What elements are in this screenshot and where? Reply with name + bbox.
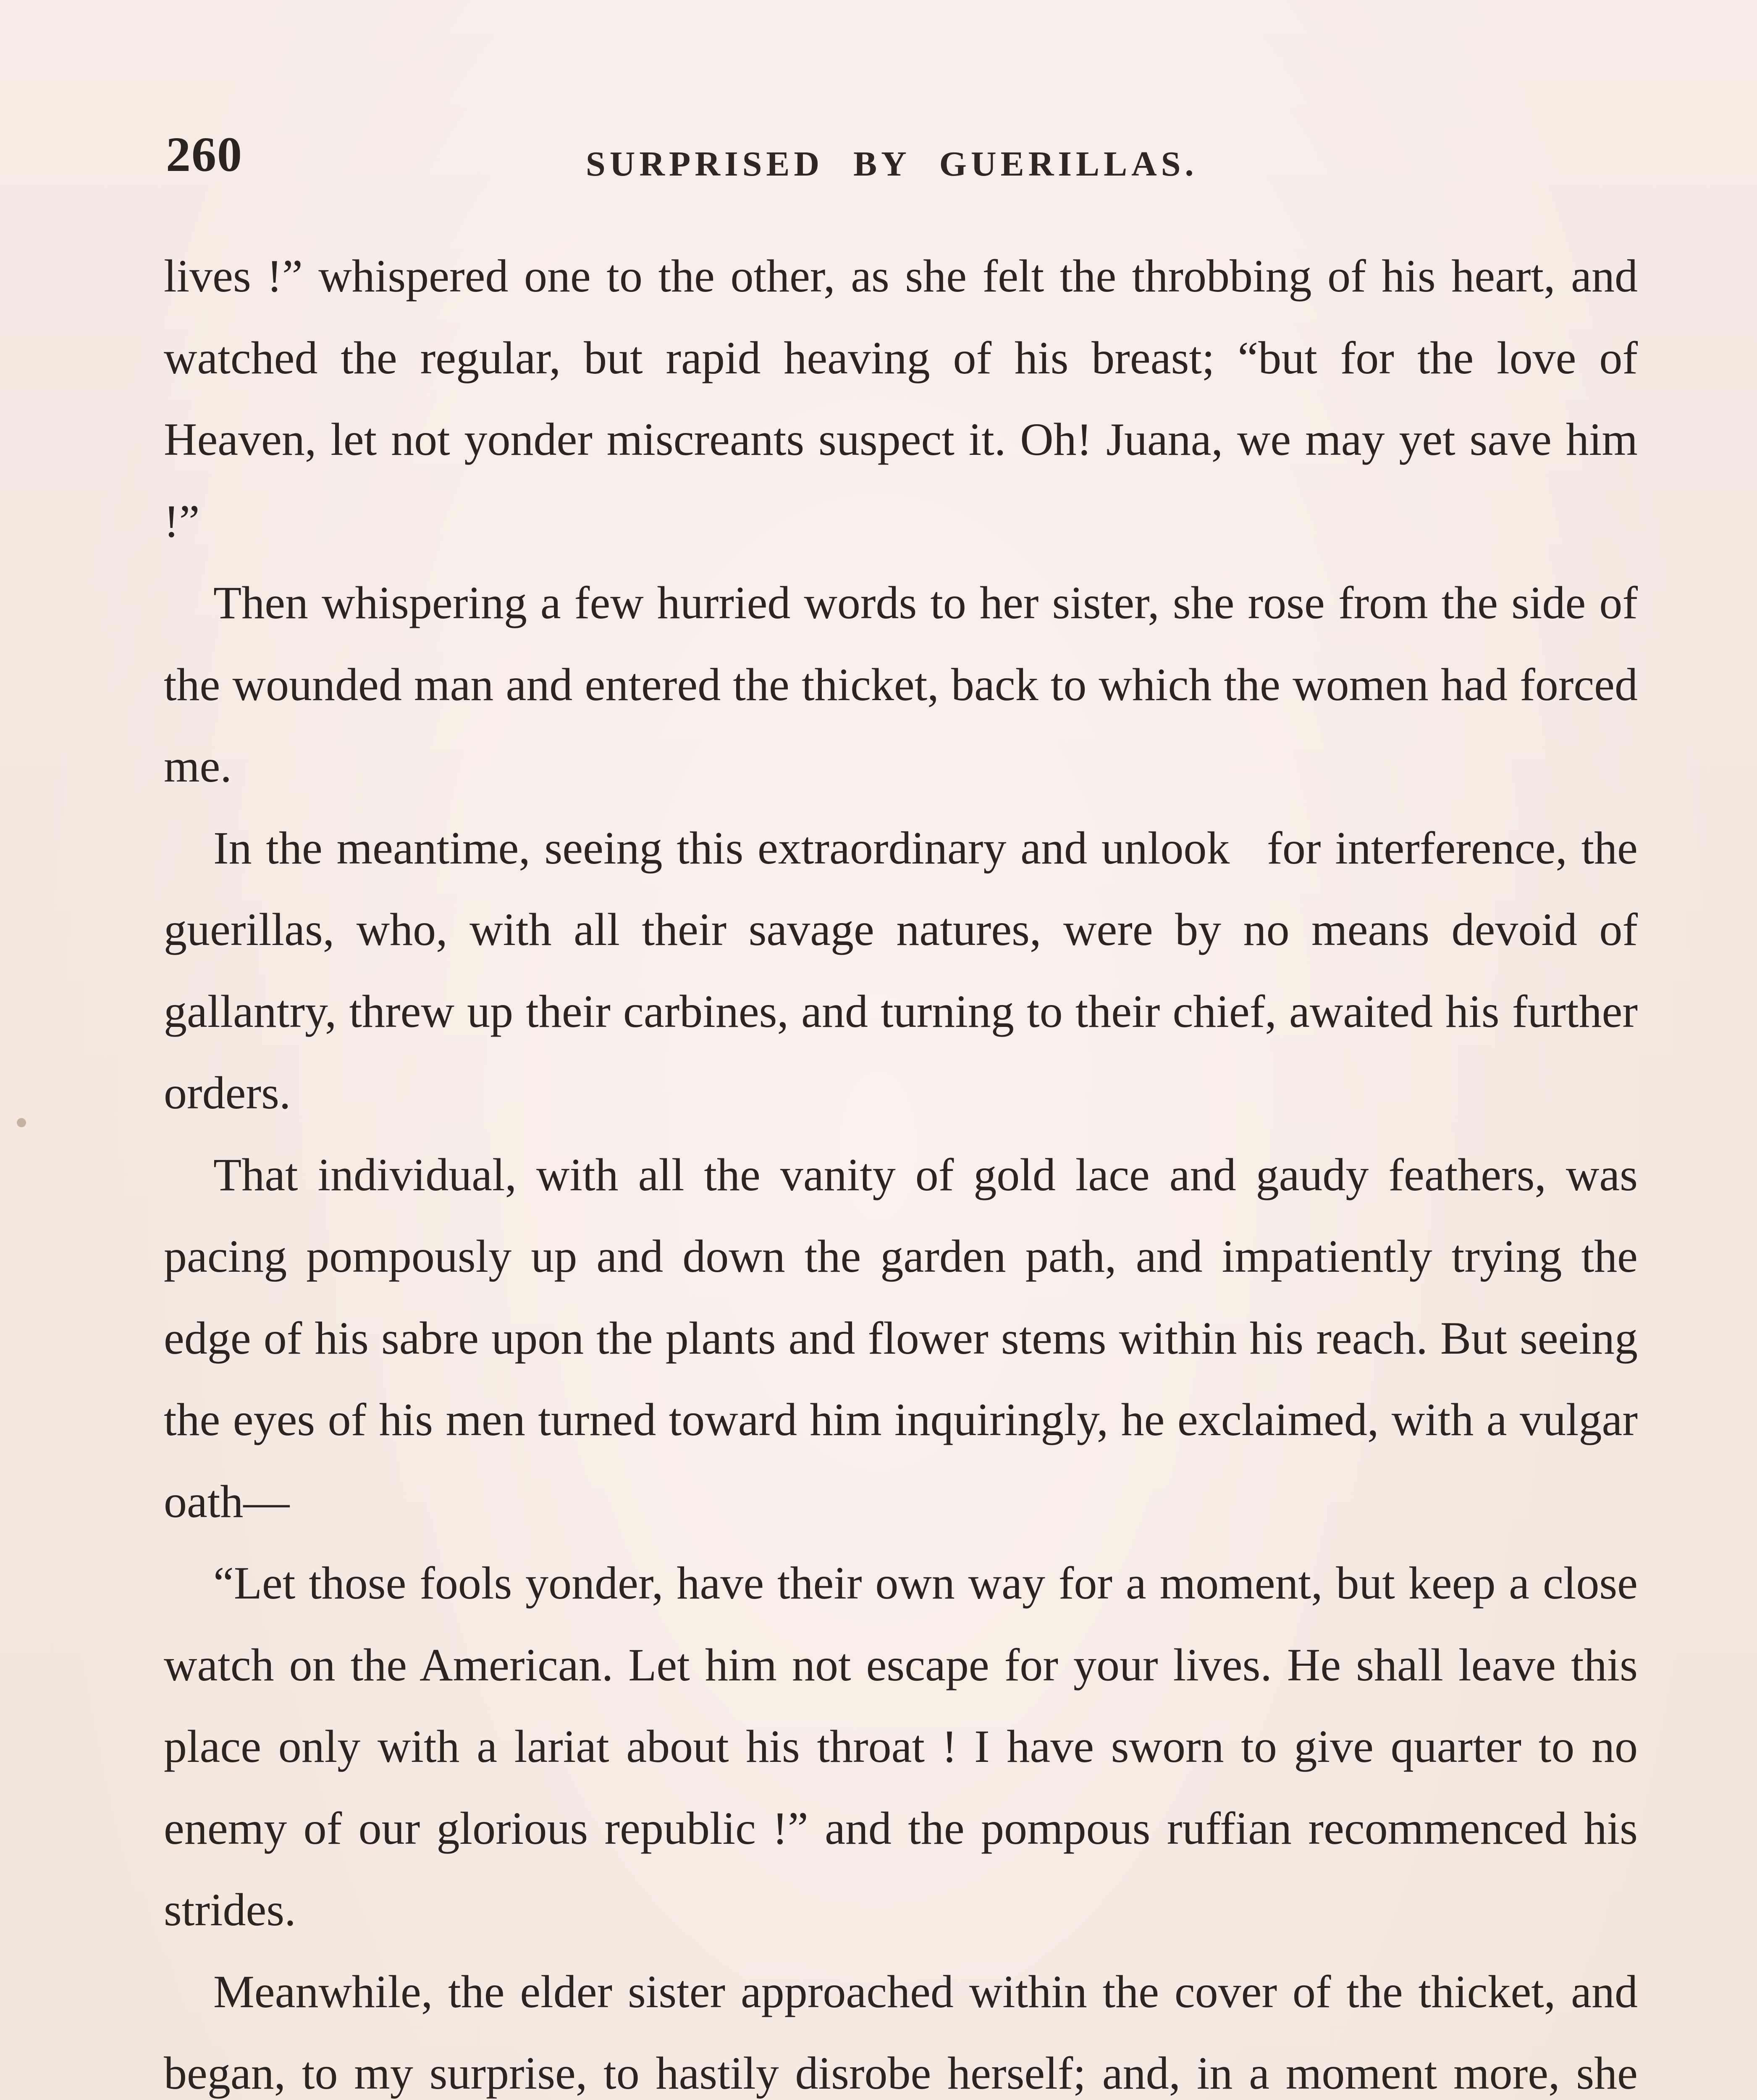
running-head: SURPRISED BY GUERILLAS. [586,144,1198,184]
body-text [164,235,1638,2100]
paragraph: “Let those fools yonder, have their own way for a moment, but keep a close watch on the American. Let him not escape for your lives. He shall leave this place only with a lariat about his throat ! I have sworn to give quarter to no enemy of our glorious republic !” and the pompous ruffian recommenced his strides. [164,1557,1638,1935]
page-header [166,126,1636,197]
paragraph: That individual, with all the vanity of gold lace and gaudy feathers, was pacing pompously up and down the garden path, and impatiently trying the edge of his sabre upon the plants and flower stems within his reach. But seeing the eyes of his men turned toward him inquiringly, he exclaimed, with a vulgar oath— [164,1149,1638,1527]
paragraph: lives !” whispered one to the other, as she felt the throbbing of his heart, and watched the regular, but rapid heaving of his breast; “but for the love of Heaven, let not yonder miscreants suspect it. Oh! Juana, we may yet save him !” [164,250,1638,547]
paragraph: Meanwhile, the elder sister approached within the cover of the thicket, and began, to my surprise, to hastily disrobe herself; and, in a moment more, she [164,1966,1638,2099]
paragraph: In the meantime, seeing this extraordinary and unlook for interference, the guerillas, who, with all their savage natures, were by no means devoid of gallantry, threw up their carbines, and turning to their chief, awaited his further orders. [164,822,1638,1118]
page-number: 260 [166,127,243,182]
paper-speck [17,1118,26,1127]
paragraph: Then whispering a few hurried words to her sister, she rose from the side of the wounded man and entered the thicket, back to which the women had forced me. [164,577,1638,792]
